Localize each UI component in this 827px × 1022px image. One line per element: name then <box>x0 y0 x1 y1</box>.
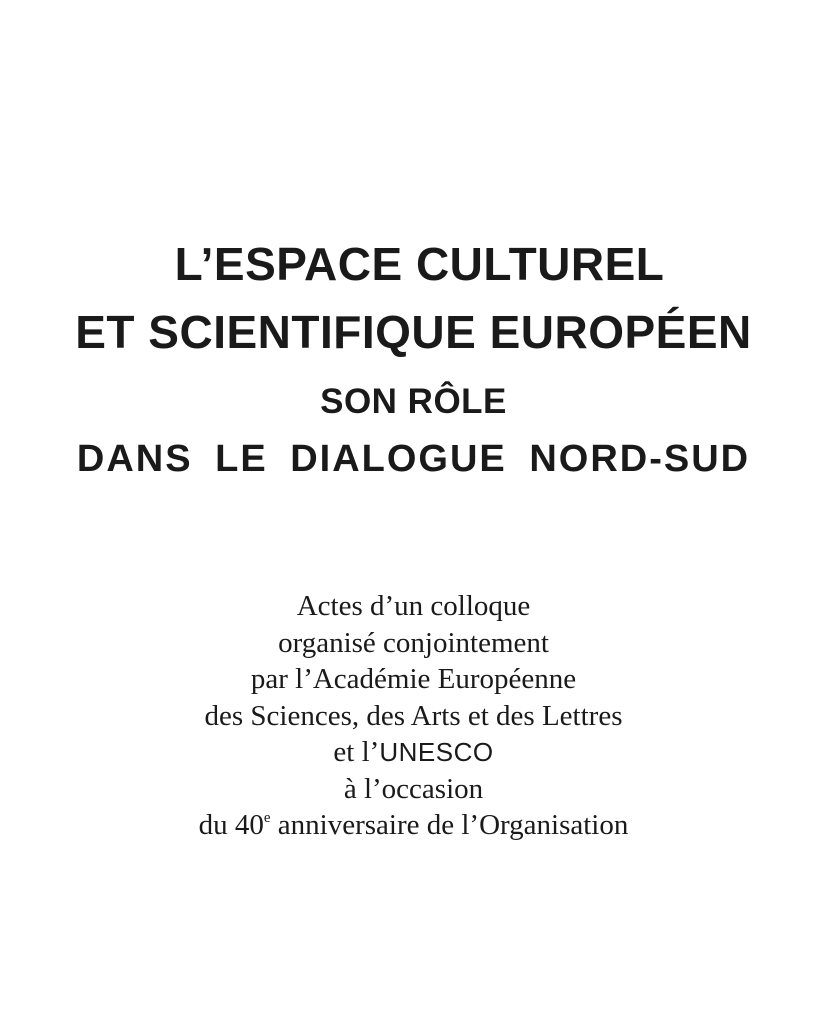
subtitle-line-6: à l’occasion <box>343 772 484 805</box>
subtitle-line-2: organisé conjointement <box>278 626 549 659</box>
book-title <box>0 232 827 488</box>
subtitle-line-7-prefix: du 40 <box>198 809 264 841</box>
subtitle-line-1: Actes d’un colloque <box>296 590 531 622</box>
subtitle-line-5-prefix: et l’ <box>333 736 380 768</box>
title-line-1: L’ESPACE CULTUREL <box>174 238 665 290</box>
title-line-3: SON RÔLE <box>320 382 507 421</box>
subtitle-line-5 <box>0 734 827 771</box>
subtitle-line-4: des Sciences, des Arts et des Lettres <box>204 699 623 732</box>
unesco-name: UNESCO <box>379 737 494 767</box>
ordinal-superscript: e <box>263 810 271 826</box>
title-line-4: DANS LE DIALOGUE NORD-SUD <box>76 438 751 480</box>
proceedings-description <box>0 588 827 844</box>
subtitle-line-3: par l’Académie Européenne <box>250 663 577 695</box>
title-line-2: ET SCIENTIFIQUE EUROPÉEN <box>75 306 752 358</box>
subtitle-line-7-suffix: anniversaire de l’Organisation <box>270 809 629 841</box>
subtitle-line-7 <box>0 807 827 844</box>
